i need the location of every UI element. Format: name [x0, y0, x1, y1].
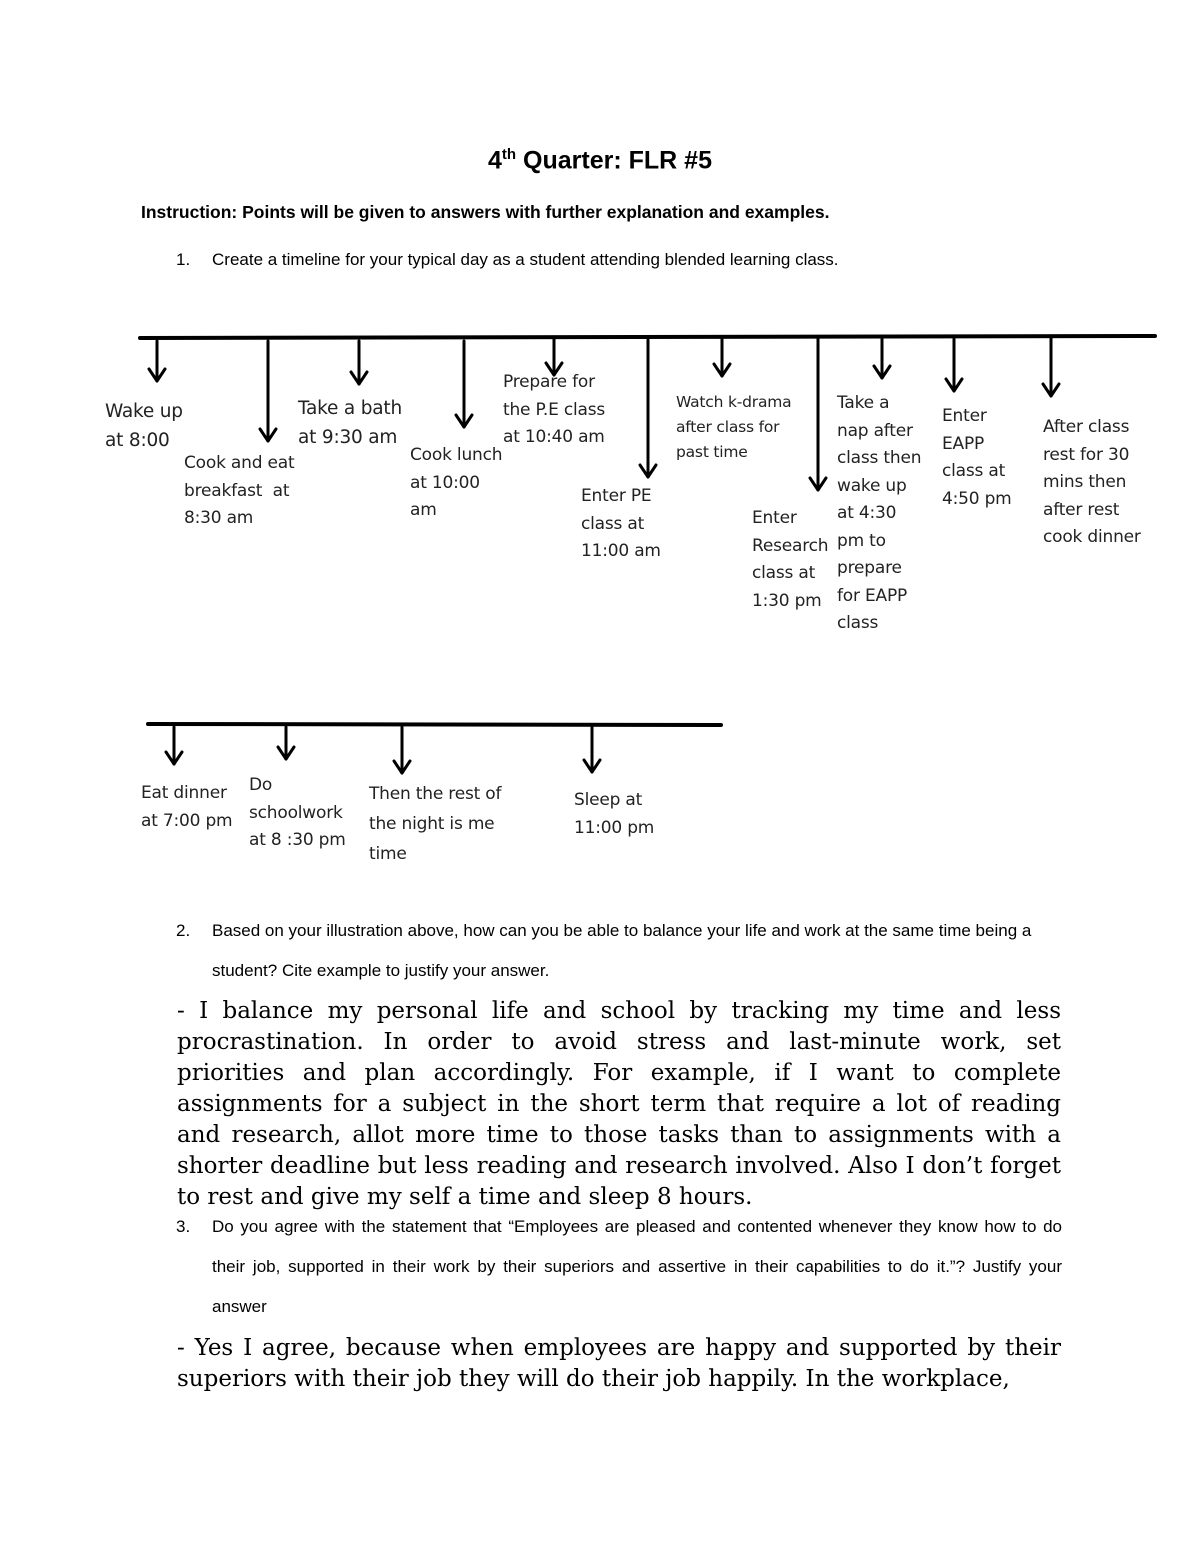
timeline-arrow	[810, 339, 826, 490]
question-1	[176, 240, 839, 280]
instruction-text: Instruction: Points will be given to answers with further explanation and examples.	[141, 202, 830, 222]
question-2-text: Based on your illustration above, how can you be able to balance your life and work at the same time being a student? Cite example to justify your answer.	[212, 921, 1032, 980]
timeline-label: Watch k-drama after class for past time	[676, 393, 792, 461]
timeline-label: Do schoolwork at 8 :30 pm	[249, 775, 346, 850]
timeline-arrow	[260, 341, 276, 441]
timeline-label: After class rest for 30 mins then after rest cook dinner	[1043, 417, 1141, 547]
timeline-label: Enter Research class at 1:30 pm	[752, 508, 829, 611]
timeline-arrow	[278, 727, 294, 759]
timeline-label: Eat dinner at 7:00 pm	[141, 783, 233, 831]
timeline-label: Take a bath at 9:30 am	[298, 398, 402, 448]
answer-2: - I balance my personal life and school by tracking my time and less procrastination. In order to avoid stress and last-minute work, set priorities and plan accordingly. For example, if I want to complete assignments for a subject in the short term that require a lot of reading and research, allot more time to those tasks than to assignments with a shorter deadline but less reading and research involved. Also I don’t forget to rest and give my self a time and sleep 8 hours.	[177, 998, 1061, 1210]
question-3	[176, 1207, 1062, 1327]
timeline-label: Cook and eat breakfast at 8:30 am	[184, 453, 295, 528]
timeline-arrow	[874, 339, 890, 378]
timeline-label: Prepare for the P.E class at 10:40 am	[503, 372, 606, 447]
timeline-label: Enter PE class at 11:00 am	[581, 486, 661, 561]
timeline-arrow	[714, 339, 730, 376]
timeline-arrow	[456, 341, 472, 427]
timeline-label: Enter EAPP class at 4:50 pm	[942, 406, 1012, 509]
timeline-arrow	[149, 341, 165, 381]
page-title: 4th Quarter: FLR #5	[488, 146, 712, 175]
timeline-arrow	[640, 340, 656, 477]
timeline-arrow	[394, 727, 410, 773]
timeline-arrow	[351, 341, 367, 384]
timeline-arrow	[584, 727, 600, 772]
timeline-label: Take a nap after class then wake up at 4:30 pm to prepare for EAPP class	[837, 393, 922, 633]
timeline-arrow	[166, 727, 182, 764]
question-3-number: 3.	[176, 1217, 191, 1236]
timeline-label: Sleep at 11:00 pm	[574, 790, 655, 838]
timeline-label: Then the rest of the night is me time	[369, 784, 502, 864]
question-1-text: Create a timeline for your typical day as a student attending blended learning class.	[212, 250, 839, 269]
question-2	[176, 911, 1062, 991]
answer-3: - Yes I agree, because when employees are happy and supported by their superiors with their job they will do their job happily. In the workplace,	[177, 1335, 1061, 1392]
question-2-number: 2.	[176, 921, 191, 940]
timeline-axis-row2	[148, 724, 721, 725]
question-3-text: Do you agree with the statement that “Employees are pleased and contented whenever they know how to do their job, supported in their work by their superiors and assertive in their capabilities to do it.”? Justify your answer	[212, 1217, 1062, 1316]
timeline-axis-row1	[140, 336, 1155, 338]
timeline-label: Cook lunch at 10:00 am	[410, 445, 503, 520]
timeline-arrow	[946, 339, 962, 391]
timeline-arrow	[1043, 338, 1059, 396]
timeline-label: Wake up at 8:00	[105, 401, 183, 451]
question-1-number: 1.	[176, 250, 191, 269]
